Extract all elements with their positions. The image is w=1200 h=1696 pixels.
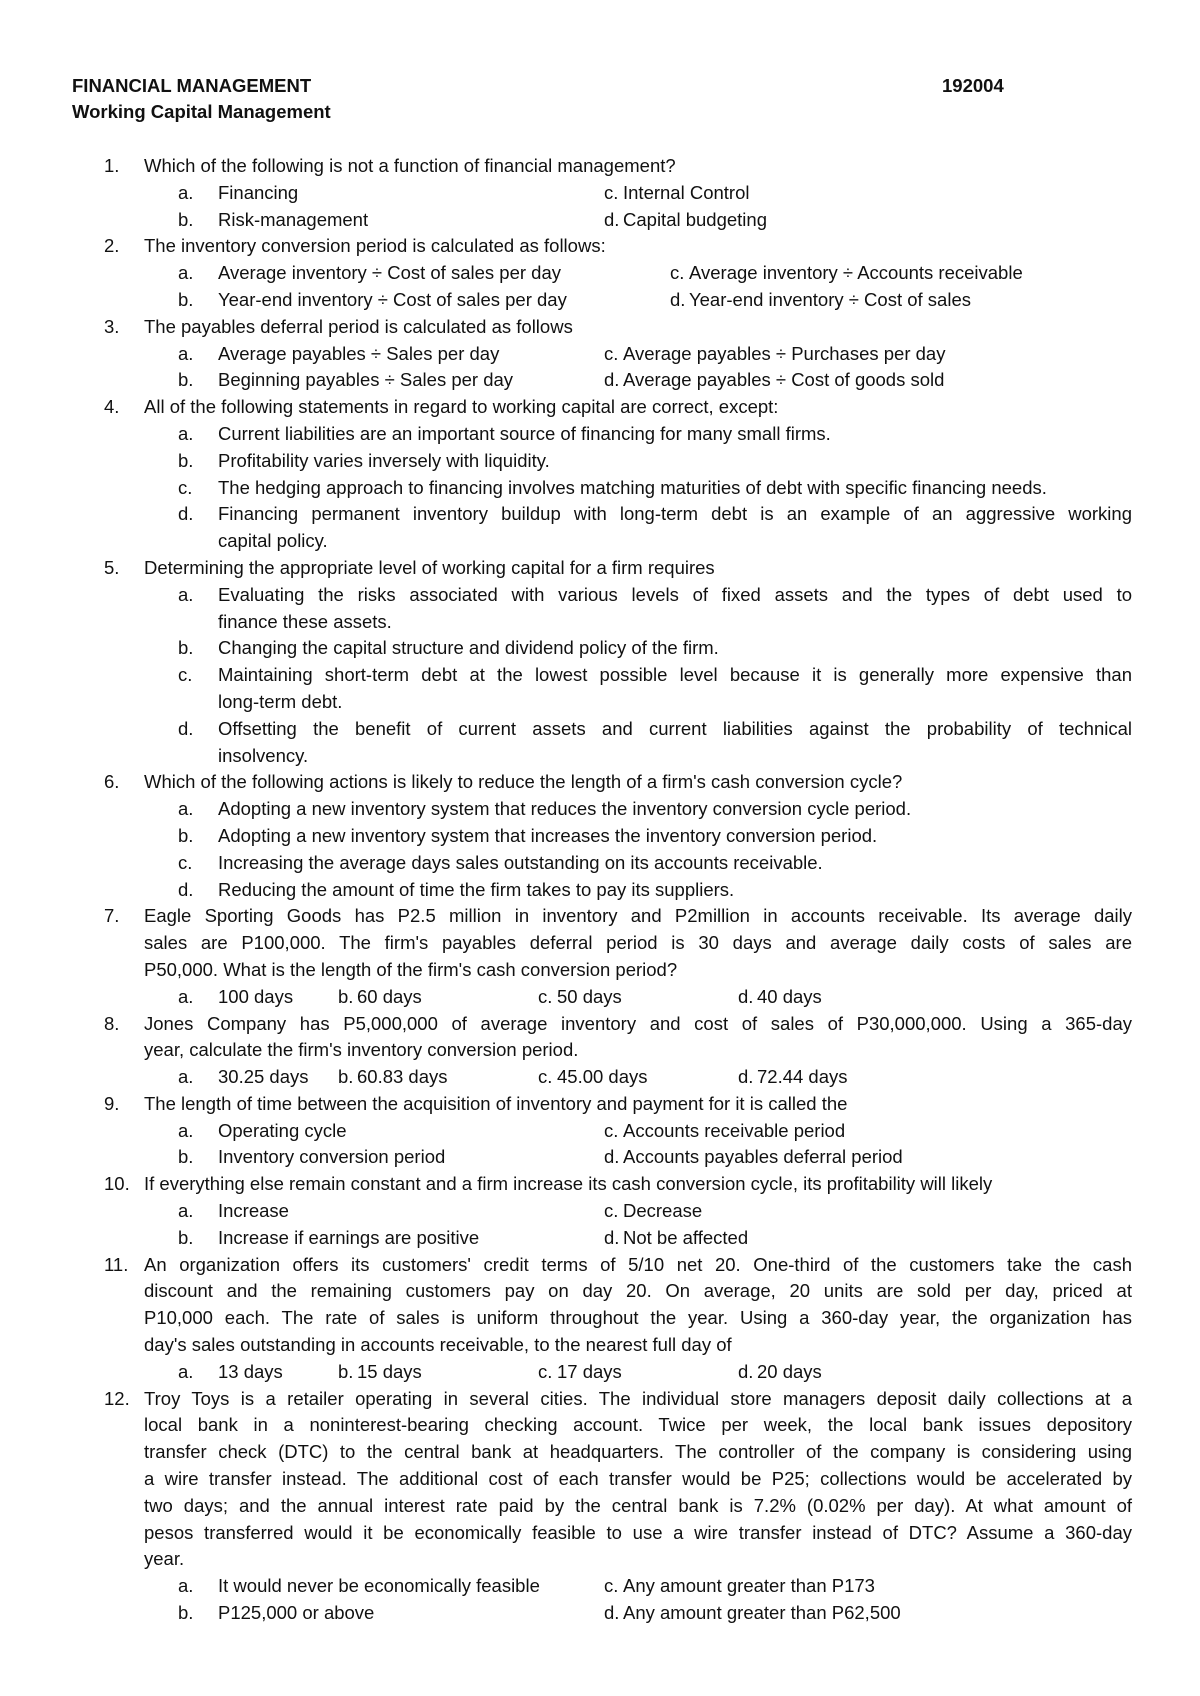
question-line [0, 555, 1200, 582]
question-text: If everything else remain constant and a firm increase its cash conversion cycle, its profitability will likely [144, 1173, 993, 1195]
question-text: Eagle Sporting Goods has P2.5 million in inventory and P2million in accounts receivable. Its average daily [144, 905, 1132, 927]
choice-letter: c. [670, 262, 685, 284]
question-text: two days; and the annual interest rate paid by the central bank is 7.2% (0.02% per day). At what amount of [144, 1494, 1132, 1516]
question-text: Determining the appropriate level of working capital for a firm requires [144, 556, 715, 578]
choice-letter: c. [604, 342, 619, 364]
choice-letter: a. [178, 1200, 194, 1222]
question-line [0, 957, 1200, 984]
choice-line [0, 180, 1200, 207]
choice-text: Changing the capital structure and dividend policy of the firm. [218, 637, 719, 659]
question-text: transfer check (DTC) to the central bank at headquarters. The controller of the company is considering using [144, 1441, 1132, 1463]
choice-line [0, 796, 1200, 823]
choice-text: Increase if earnings are positive [218, 1226, 480, 1248]
choice-letter: c. [604, 181, 619, 203]
choice-line [0, 528, 1200, 555]
choice-letter: a. [178, 583, 194, 605]
question-text: Troy Toys is a retailer operating in several cities. The individual store managers deposit daily collections at a [144, 1387, 1132, 1409]
choice-letter: d. [604, 208, 620, 230]
question-line [0, 930, 1200, 957]
choice-letter: c. [178, 476, 193, 498]
question-text: Which of the following is not a function of financial management? [144, 155, 676, 176]
choice-letter: d. [604, 1146, 620, 1168]
question-text: discount and the remaining customers pay on day 20. On average, 20 units are sold per day, priced at [144, 1280, 1132, 1302]
question-text: All of the following statements in regard to working capital are correct, except: [144, 396, 779, 418]
question-number: 10. [104, 1173, 130, 1195]
question-number: 3. [104, 315, 120, 337]
choice-text: P125,000 or above [218, 1602, 375, 1624]
choice-text: Average payables ÷ Sales per day [218, 342, 500, 364]
choice-line [0, 1118, 1200, 1145]
choice-text: Internal Control [623, 181, 750, 203]
question-line [0, 1493, 1200, 1520]
question-line [0, 1305, 1200, 1332]
question-line [0, 1520, 1200, 1547]
choice-text: 13 days [218, 1360, 283, 1382]
choice-letter: d. [738, 1360, 754, 1382]
choice-letter: a. [178, 1575, 194, 1597]
choice-letter: c. [604, 1200, 619, 1222]
choice-letter: b. [338, 985, 354, 1007]
choice-text: Year-end inventory ÷ Cost of sales per day [218, 288, 567, 310]
choice-line [0, 877, 1200, 904]
choice-letter: a. [178, 262, 194, 284]
choice-letter: d. [604, 369, 620, 391]
choice-text: Beginning payables ÷ Sales per day [218, 369, 514, 391]
choice-letter: a. [178, 342, 194, 364]
question-text: Which of the following actions is likely to reduce the length of a firm's cash conversion cycle? [144, 771, 903, 793]
question-line [0, 1332, 1200, 1359]
question-number: 12. [104, 1387, 130, 1409]
choice-line [0, 1064, 1200, 1091]
question-text: Jones Company has P5,000,000 of average inventory and cost of sales of P30,000,000. Using a 365-day [144, 1012, 1132, 1034]
question-text: The length of time between the acquisition of inventory and payment for it is called the [144, 1092, 848, 1114]
question-line [0, 1439, 1200, 1466]
choice-letter: d. [670, 288, 686, 310]
choice-letter: b. [178, 449, 194, 471]
choice-line [0, 260, 1200, 287]
question-line [0, 1011, 1200, 1038]
choice-letter: c. [538, 1066, 553, 1088]
choice-line [0, 984, 1200, 1011]
choice-line [0, 743, 1200, 770]
question-text: year, calculate the firm's inventory conversion period. [144, 1039, 579, 1061]
choice-text: 15 days [357, 1360, 422, 1382]
question-number: 5. [104, 556, 120, 578]
question-text: local bank in a noninterest-bearing checking account. Twice per week, the local bank issues depository [144, 1414, 1132, 1436]
question-line [0, 1466, 1200, 1493]
choice-letter: b. [178, 1146, 194, 1168]
choice-line [0, 662, 1200, 689]
choice-line [0, 475, 1200, 502]
choice-text: finance these assets. [218, 610, 392, 632]
choice-line [0, 689, 1200, 716]
choice-text: Risk-management [218, 208, 369, 230]
choice-letter: a. [178, 798, 194, 820]
question-number: 11. [104, 1253, 129, 1275]
choice-letter: d. [178, 878, 194, 900]
choice-text: Adopting a new inventory system that increases the inventory conversion period. [218, 824, 878, 846]
question-line [0, 394, 1200, 421]
choice-line [0, 448, 1200, 475]
choice-text: Current liabilities are an important source of financing for many small firms. [218, 422, 831, 444]
question-line [0, 903, 1200, 930]
choice-letter: c. [178, 664, 193, 686]
choice-line [0, 635, 1200, 662]
choice-line [0, 341, 1200, 368]
choice-text: Capital budgeting [623, 208, 767, 230]
question-text: a wire transfer instead. The additional cost of each transfer would be P25; collections would be accelerated by [144, 1468, 1132, 1490]
choice-text: capital policy. [218, 530, 328, 552]
choice-text: Increase [218, 1200, 289, 1222]
choice-letter: b. [338, 1360, 354, 1382]
choice-letter: a. [178, 1360, 194, 1382]
choice-text: 20 days [757, 1360, 822, 1382]
choice-text: 17 days [557, 1360, 622, 1382]
choice-text: Any amount greater than P173 [623, 1575, 875, 1597]
question-number: 7. [104, 905, 120, 927]
question-line [0, 1171, 1200, 1198]
choice-letter: d. [178, 717, 194, 739]
question-line [0, 314, 1200, 341]
question-list [0, 153, 1200, 1627]
question-line [0, 1278, 1200, 1305]
choice-letter: b. [178, 637, 194, 659]
choice-text: Financing [218, 181, 299, 203]
question-text: P10,000 each. The rate of sales is uniform throughout the year. Using a 360-day year, the organization has [144, 1307, 1132, 1329]
choice-text: 60.83 days [357, 1066, 448, 1088]
choice-line [0, 421, 1200, 448]
topic-title: Working Capital Management [72, 101, 331, 122]
question-line [0, 233, 1200, 260]
choice-letter: b. [178, 824, 194, 846]
choice-letter: b. [178, 369, 194, 391]
choice-text: Average inventory ÷ Accounts receivable [689, 262, 1023, 284]
choice-line [0, 823, 1200, 850]
question-number: 2. [104, 235, 120, 257]
question-text: year. [144, 1548, 185, 1570]
choice-line [0, 287, 1200, 314]
choice-line [0, 207, 1200, 234]
choice-letter: c. [604, 1119, 619, 1141]
choice-line [0, 1573, 1200, 1600]
choice-text: insolvency. [218, 744, 309, 766]
question-text: The payables deferral period is calculated as follows [144, 315, 573, 337]
choice-text: Financing permanent inventory buildup with long-term debt is an example of an aggressive working [218, 503, 1132, 525]
choice-text: 45.00 days [557, 1066, 648, 1088]
question-line [0, 1091, 1200, 1118]
choice-line [0, 1600, 1200, 1627]
choice-text: Reducing the amount of time the firm takes to pay its suppliers. [218, 878, 735, 900]
question-number: 4. [104, 396, 120, 418]
choice-text: Evaluating the risks associated with various levels of fixed assets and the types of debt used to [218, 583, 1132, 605]
choice-text: 50 days [557, 985, 622, 1007]
choice-letter: d. [178, 503, 194, 525]
choice-letter: b. [178, 1226, 194, 1248]
choice-text: Decrease [623, 1200, 703, 1222]
question-line [0, 1386, 1200, 1413]
choice-letter: a. [178, 1066, 194, 1088]
choice-text: Inventory conversion period [218, 1146, 446, 1168]
choice-text: Profitability varies inversely with liquidity. [218, 449, 550, 471]
choice-text: Operating cycle [218, 1119, 347, 1141]
choice-line [0, 1225, 1200, 1252]
choice-letter: b. [178, 1602, 194, 1624]
question-text: day's sales outstanding in accounts receivable, to the nearest full day of [144, 1334, 732, 1356]
choice-letter: c. [178, 851, 193, 873]
choice-text: Offsetting the benefit of current assets and current liabilities against the probability of technical [218, 717, 1132, 739]
choice-text: 40 days [757, 985, 822, 1007]
choice-text: Average payables ÷ Cost of goods sold [623, 369, 945, 391]
question-number: 8. [104, 1012, 120, 1034]
course-code: 192004 [942, 75, 1004, 96]
choice-letter: d. [604, 1602, 620, 1624]
question-number: 9. [104, 1092, 120, 1114]
choice-text: Accounts payables deferral period [623, 1146, 903, 1168]
choice-text: The hedging approach to financing involves matching maturities of debt with specific financing needs. [218, 476, 1047, 498]
question-text: An organization offers its customers' credit terms of 5/10 net 20. One-third of the customers take the cash [144, 1253, 1132, 1275]
question-text: pesos transferred would it be economically feasible to use a wire transfer instead of DTC? Assume a 360-day [144, 1521, 1132, 1543]
choice-letter: c. [538, 1360, 553, 1382]
choice-line [0, 716, 1200, 743]
choice-line [0, 1198, 1200, 1225]
choice-line [0, 1359, 1200, 1386]
choice-line [0, 609, 1200, 636]
choice-letter: b. [178, 288, 194, 310]
choice-line [0, 1144, 1200, 1171]
choice-line [0, 582, 1200, 609]
choice-text: It would never be economically feasible [218, 1575, 540, 1597]
choice-line [0, 501, 1200, 528]
question-text: The inventory conversion period is calculated as follows: [144, 235, 606, 257]
choice-line [0, 367, 1200, 394]
question-text: P50,000. What is the length of the firm's cash conversion period? [144, 958, 678, 980]
question-line [0, 1252, 1200, 1279]
choice-letter: a. [178, 985, 194, 1007]
choice-text: Average payables ÷ Purchases per day [623, 342, 946, 364]
choice-letter: b. [338, 1066, 354, 1088]
choice-letter: d. [738, 985, 754, 1007]
question-line [0, 1037, 1200, 1064]
choice-letter: b. [178, 208, 194, 230]
choice-letter: d. [738, 1066, 754, 1088]
choice-text: Maintaining short-term debt at the lowest possible level because it is generally more expensive than [218, 664, 1132, 686]
choice-letter: d. [604, 1226, 620, 1248]
question-number: 6. [104, 771, 120, 793]
choice-line [0, 850, 1200, 877]
question-line [0, 1546, 1200, 1573]
choice-text: Average inventory ÷ Cost of sales per day [218, 262, 561, 284]
question-line [0, 769, 1200, 796]
choice-letter: a. [178, 181, 194, 203]
choice-letter: c. [538, 985, 553, 1007]
choice-text: Any amount greater than P62,500 [623, 1602, 901, 1624]
choice-text: Increasing the average days sales outstanding on its accounts receivable. [218, 851, 823, 873]
choice-text: Accounts receivable period [623, 1119, 846, 1141]
choice-text: Not be affected [623, 1226, 749, 1248]
choice-letter: c. [604, 1575, 619, 1597]
question-line [0, 1412, 1200, 1439]
choice-text: Year-end inventory ÷ Cost of sales [689, 288, 971, 310]
choice-text: long-term debt. [218, 690, 343, 712]
choice-text: 100 days [218, 985, 294, 1007]
choice-text: 30.25 days [218, 1066, 309, 1088]
question-line [0, 153, 1200, 180]
choice-text: 72.44 days [757, 1066, 848, 1088]
course-title: FINANCIAL MANAGEMENT [72, 75, 312, 96]
question-text: sales are P100,000. The firm's payables deferral period is 30 days and average daily costs of sales are [144, 932, 1132, 954]
choice-text: Adopting a new inventory system that reduces the inventory conversion cycle period. [218, 798, 912, 820]
choice-letter: a. [178, 1119, 194, 1141]
choice-letter: a. [178, 422, 194, 444]
question-number: 1. [104, 155, 120, 176]
choice-text: 60 days [357, 985, 422, 1007]
